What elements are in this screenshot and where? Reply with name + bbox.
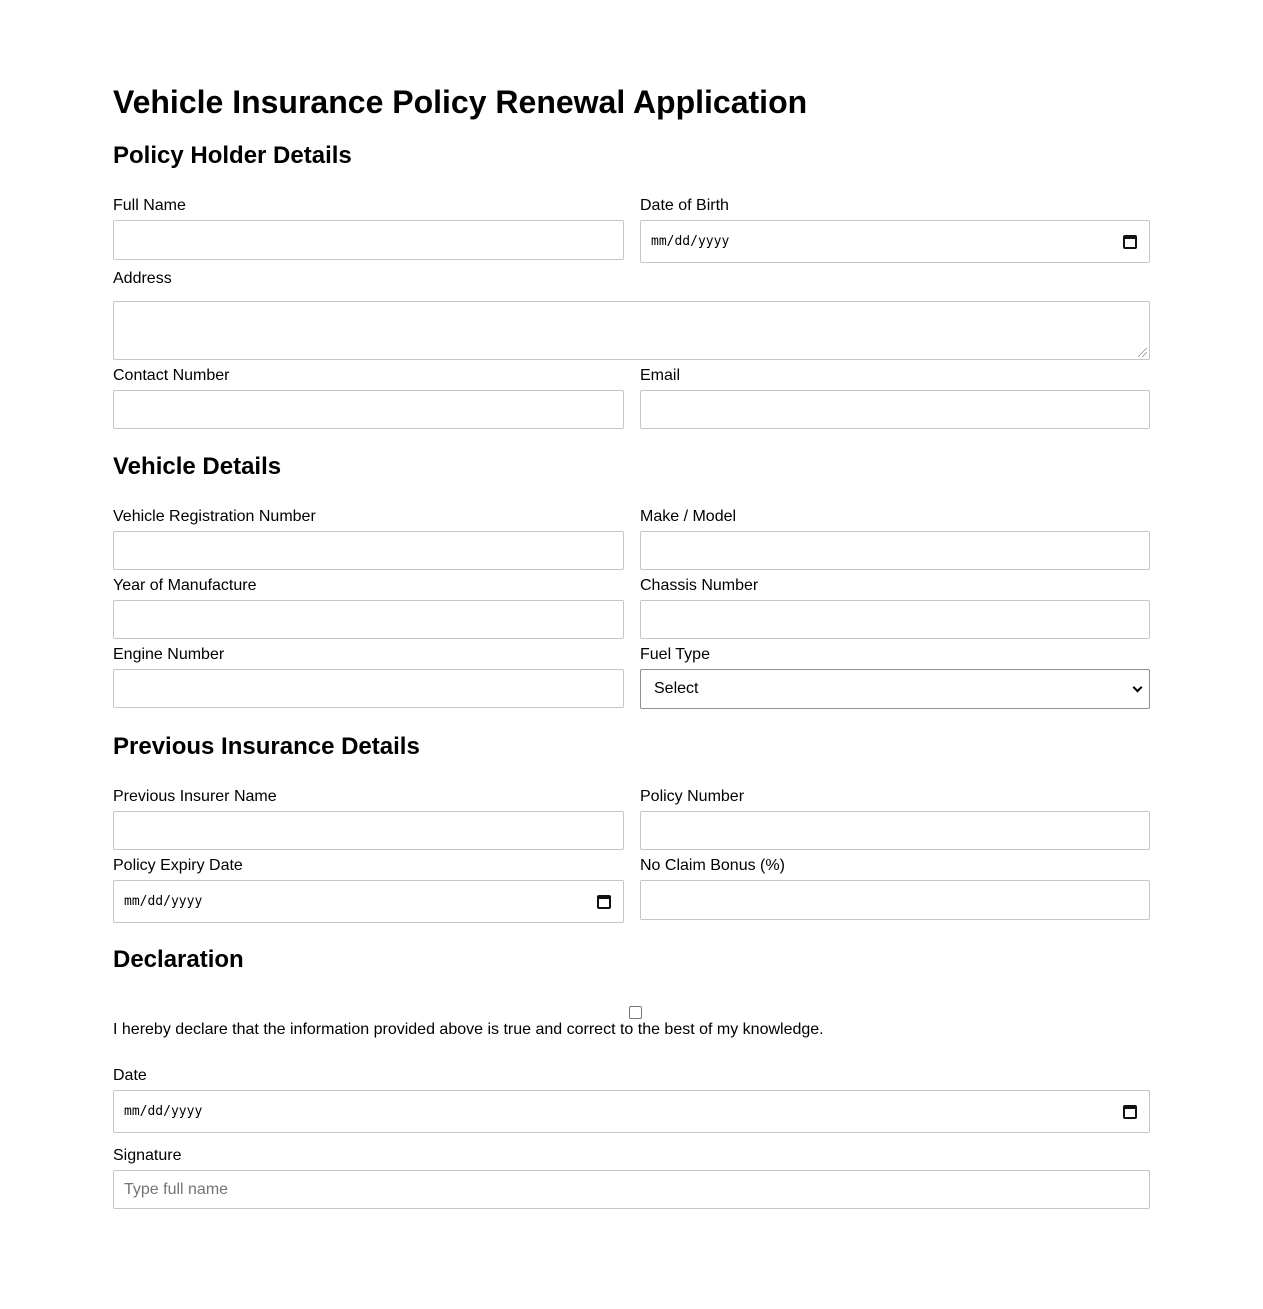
email-input[interactable] bbox=[640, 390, 1150, 429]
declaration-date-input[interactable] bbox=[113, 1090, 1150, 1133]
fuel-type-selected: Select bbox=[654, 680, 699, 697]
section-heading-vehicle: Vehicle Details bbox=[113, 453, 282, 480]
previous-insurer-label: Previous Insurer Name bbox=[113, 788, 277, 805]
address-label: Address bbox=[113, 270, 172, 287]
policy-number-label: Policy Number bbox=[640, 788, 745, 805]
year-input[interactable] bbox=[113, 600, 624, 639]
page-title: Vehicle Insurance Policy Renewal Application bbox=[113, 84, 808, 120]
policy-expiry-placeholder: mm/dd/yyyy bbox=[124, 894, 203, 909]
fuel-type-select[interactable] bbox=[640, 669, 1150, 709]
signature-placeholder: Type full name bbox=[124, 1180, 229, 1198]
declaration-statement: I hereby declare that the information provided above is true and correct to the best of my knowledge. bbox=[113, 1021, 824, 1038]
registration-number-input[interactable] bbox=[113, 531, 624, 570]
engine-number-input[interactable] bbox=[113, 669, 624, 708]
signature-label: Signature bbox=[113, 1147, 182, 1164]
no-claim-bonus-label: No Claim Bonus (%) bbox=[640, 857, 785, 874]
make-model-label: Make / Model bbox=[640, 508, 737, 525]
dob-label: Date of Birth bbox=[640, 197, 729, 214]
no-claim-bonus-input[interactable] bbox=[640, 880, 1150, 920]
calendar-icon[interactable] bbox=[1123, 1105, 1137, 1119]
previous-insurer-input[interactable] bbox=[113, 811, 624, 850]
section-heading-previous-insurance: Previous Insurance Details bbox=[113, 733, 420, 760]
section-heading-policy-holder: Policy Holder Details bbox=[113, 142, 352, 169]
dob-placeholder: mm/dd/yyyy bbox=[651, 234, 730, 249]
section-heading-declaration: Declaration bbox=[113, 946, 244, 973]
declaration-date-placeholder: mm/dd/yyyy bbox=[124, 1104, 203, 1119]
declaration-date-label: Date bbox=[113, 1067, 147, 1084]
declaration-checkbox[interactable] bbox=[629, 1006, 642, 1019]
contact-number-input[interactable] bbox=[113, 390, 624, 429]
calendar-icon[interactable] bbox=[597, 895, 611, 909]
chevron-down-icon bbox=[1133, 682, 1143, 692]
fuel-type-label: Fuel Type bbox=[640, 646, 710, 663]
chassis-number-input[interactable] bbox=[640, 600, 1150, 639]
address-textarea[interactable] bbox=[113, 301, 1150, 360]
chassis-number-label: Chassis Number bbox=[640, 577, 759, 594]
resize-handle-icon[interactable] bbox=[1138, 348, 1147, 357]
email-label: Email bbox=[640, 367, 681, 384]
policy-expiry-label: Policy Expiry Date bbox=[113, 857, 243, 874]
full-name-label: Full Name bbox=[113, 197, 186, 214]
contact-number-label: Contact Number bbox=[113, 367, 230, 384]
make-model-input[interactable] bbox=[640, 531, 1150, 570]
policy-number-input[interactable] bbox=[640, 811, 1150, 850]
year-label: Year of Manufacture bbox=[113, 577, 257, 594]
calendar-icon[interactable] bbox=[1123, 235, 1137, 249]
signature-input[interactable] bbox=[113, 1170, 1150, 1209]
policy-expiry-input[interactable] bbox=[113, 880, 624, 923]
registration-number-label: Vehicle Registration Number bbox=[113, 508, 316, 525]
dob-input[interactable] bbox=[640, 220, 1150, 263]
full-name-input[interactable] bbox=[113, 220, 624, 260]
engine-number-label: Engine Number bbox=[113, 646, 225, 663]
